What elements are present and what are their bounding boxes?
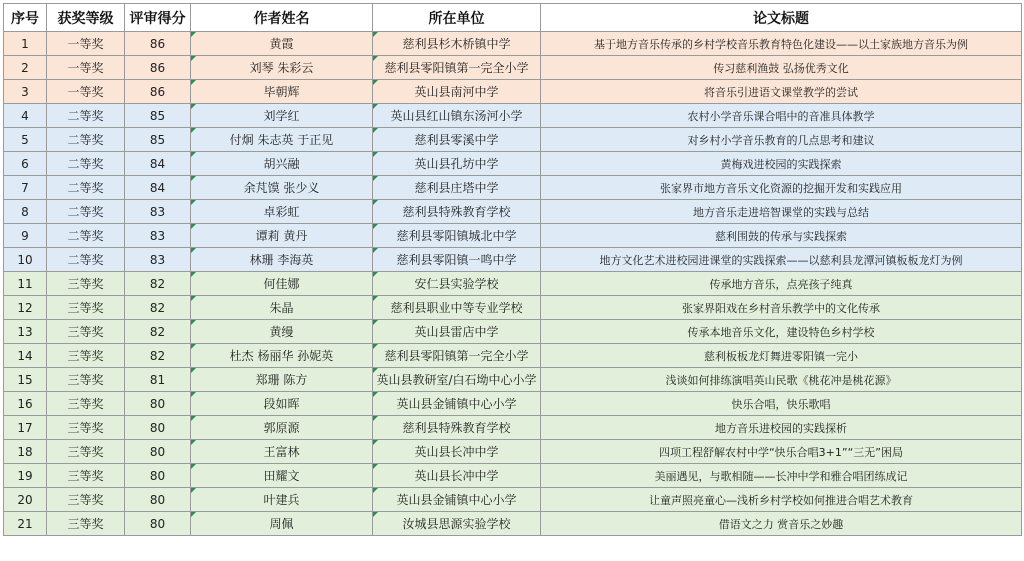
table-row	[4, 344, 1022, 368]
table-row	[4, 488, 1022, 512]
cell-institution: 慈利县零溪中学	[373, 128, 541, 152]
cell-index: 1	[4, 32, 47, 56]
cell-score: 83	[125, 248, 191, 272]
cell-institution: 英山县孔坊中学	[373, 152, 541, 176]
cell-institution: 慈利县零阳镇一鸣中学	[373, 248, 541, 272]
cell-paper-title: 张家界市地方音乐文化资源的挖掘开发和实践应用	[541, 176, 1022, 200]
cell-paper-title: 慈利板板龙灯舞进零阳镇一完小	[541, 344, 1022, 368]
cell-score: 85	[125, 128, 191, 152]
cell-score: 80	[125, 440, 191, 464]
cell-award-level: 二等奖	[47, 176, 125, 200]
header-author: 作者姓名	[191, 4, 373, 32]
cell-award-level: 二等奖	[47, 224, 125, 248]
cell-institution: 慈利县特殊教育学校	[373, 416, 541, 440]
cell-award-level: 三等奖	[47, 368, 125, 392]
cell-award-level: 三等奖	[47, 392, 125, 416]
cell-award-level: 三等奖	[47, 488, 125, 512]
cell-institution: 英山县长冲中学	[373, 440, 541, 464]
header-score: 评审得分	[125, 4, 191, 32]
cell-author: 刘学红	[191, 104, 373, 128]
cell-author: 郭原源	[191, 416, 373, 440]
cell-index: 18	[4, 440, 47, 464]
cell-paper-title: 传承地方音乐，点亮孩子纯真	[541, 272, 1022, 296]
cell-award-level: 三等奖	[47, 296, 125, 320]
cell-award-level: 一等奖	[47, 56, 125, 80]
table-row	[4, 224, 1022, 248]
cell-author: 黄霞	[191, 32, 373, 56]
cell-index: 7	[4, 176, 47, 200]
cell-author: 余芃馍 张少义	[191, 176, 373, 200]
cell-score: 80	[125, 416, 191, 440]
cell-score: 86	[125, 80, 191, 104]
cell-index: 10	[4, 248, 47, 272]
cell-institution: 慈利县零阳镇第一完全小学	[373, 344, 541, 368]
cell-index: 8	[4, 200, 47, 224]
cell-institution: 英山县红山镇东汤河小学	[373, 104, 541, 128]
cell-score: 84	[125, 176, 191, 200]
header-institution: 所在单位	[373, 4, 541, 32]
cell-paper-title: 黄梅戏进校园的实践探索	[541, 152, 1022, 176]
cell-index: 9	[4, 224, 47, 248]
cell-score: 80	[125, 392, 191, 416]
table-row	[4, 272, 1022, 296]
cell-author: 刘琴 朱彩云	[191, 56, 373, 80]
cell-paper-title: 传习慈利渔鼓 弘扬优秀文化	[541, 56, 1022, 80]
cell-paper-title: 地方文化艺术进校园进课堂的实践探索——以慈利县龙潭河镇板板龙灯为例	[541, 248, 1022, 272]
cell-paper-title: 美丽遇见，与歌相随——长冲中学和雅合唱团练成记	[541, 464, 1022, 488]
table-row	[4, 32, 1022, 56]
cell-index: 5	[4, 128, 47, 152]
cell-paper-title: 地方音乐走进培智课堂的实践与总结	[541, 200, 1022, 224]
header-award-level: 获奖等级	[47, 4, 125, 32]
cell-index: 13	[4, 320, 47, 344]
cell-award-level: 二等奖	[47, 152, 125, 176]
cell-author: 何佳娜	[191, 272, 373, 296]
cell-author: 谭莉 黄丹	[191, 224, 373, 248]
table-row	[4, 248, 1022, 272]
cell-author: 周佩	[191, 512, 373, 536]
table-header-row	[4, 4, 1022, 32]
cell-award-level: 二等奖	[47, 248, 125, 272]
cell-institution: 慈利县零阳镇第一完全小学	[373, 56, 541, 80]
cell-score: 82	[125, 296, 191, 320]
cell-index: 4	[4, 104, 47, 128]
cell-institution: 英山县教研室/白石坳中心小学	[373, 368, 541, 392]
cell-award-level: 三等奖	[47, 344, 125, 368]
cell-paper-title: 地方音乐进校园的实践探析	[541, 416, 1022, 440]
cell-award-level: 一等奖	[47, 32, 125, 56]
cell-score: 83	[125, 200, 191, 224]
cell-index: 17	[4, 416, 47, 440]
cell-paper-title: 农村小学音乐课合唱中的音准具体教学	[541, 104, 1022, 128]
cell-index: 21	[4, 512, 47, 536]
cell-paper-title: 将音乐引进语文课堂教学的尝试	[541, 80, 1022, 104]
table-row	[4, 392, 1022, 416]
cell-index: 20	[4, 488, 47, 512]
cell-index: 2	[4, 56, 47, 80]
cell-score: 85	[125, 104, 191, 128]
cell-award-level: 二等奖	[47, 104, 125, 128]
cell-score: 80	[125, 512, 191, 536]
cell-author: 田耀文	[191, 464, 373, 488]
cell-index: 19	[4, 464, 47, 488]
table-row	[4, 464, 1022, 488]
cell-paper-title: 让童声照亮童心—浅析乡村学校如何推进合唱艺术教育	[541, 488, 1022, 512]
table-row	[4, 200, 1022, 224]
cell-author: 付炯 朱志英 于正见	[191, 128, 373, 152]
cell-author: 叶建兵	[191, 488, 373, 512]
cell-index: 11	[4, 272, 47, 296]
cell-score: 82	[125, 272, 191, 296]
cell-award-level: 三等奖	[47, 464, 125, 488]
cell-award-level: 三等奖	[47, 416, 125, 440]
cell-paper-title: 快乐合唱，快乐歌唱	[541, 392, 1022, 416]
cell-award-level: 一等奖	[47, 80, 125, 104]
table-row	[4, 128, 1022, 152]
cell-institution: 慈利县特殊教育学校	[373, 200, 541, 224]
cell-score: 82	[125, 344, 191, 368]
cell-index: 12	[4, 296, 47, 320]
cell-award-level: 三等奖	[47, 512, 125, 536]
cell-institution: 汝城县思源实验学校	[373, 512, 541, 536]
header-paper-title: 论文标题	[541, 4, 1022, 32]
cell-score: 82	[125, 320, 191, 344]
cell-score: 86	[125, 56, 191, 80]
cell-award-level: 三等奖	[47, 272, 125, 296]
cell-paper-title: 借语文之力 赏音乐之妙趣	[541, 512, 1022, 536]
table-row	[4, 152, 1022, 176]
cell-score: 84	[125, 152, 191, 176]
cell-score: 80	[125, 488, 191, 512]
cell-score: 80	[125, 464, 191, 488]
table-row	[4, 176, 1022, 200]
cell-author: 黄缦	[191, 320, 373, 344]
cell-index: 3	[4, 80, 47, 104]
cell-award-level: 二等奖	[47, 200, 125, 224]
cell-institution: 安仁县实验学校	[373, 272, 541, 296]
cell-index: 14	[4, 344, 47, 368]
cell-institution: 英山县金铺镇中心小学	[373, 488, 541, 512]
cell-institution: 慈利县零阳镇城北中学	[373, 224, 541, 248]
cell-institution: 慈利县杉木桥镇中学	[373, 32, 541, 56]
table-row	[4, 320, 1022, 344]
table-row	[4, 512, 1022, 536]
cell-author: 毕朝辉	[191, 80, 373, 104]
cell-paper-title: 对乡村小学音乐教育的几点思考和建议	[541, 128, 1022, 152]
cell-institution: 英山县金铺镇中心小学	[373, 392, 541, 416]
cell-institution: 英山县长冲中学	[373, 464, 541, 488]
cell-author: 王富林	[191, 440, 373, 464]
cell-index: 15	[4, 368, 47, 392]
table-row	[4, 416, 1022, 440]
table-row	[4, 368, 1022, 392]
cell-institution: 慈利县庄塔中学	[373, 176, 541, 200]
cell-paper-title: 张家界阳戏在乡村音乐教学中的文化传承	[541, 296, 1022, 320]
cell-author: 朱晶	[191, 296, 373, 320]
cell-score: 83	[125, 224, 191, 248]
cell-award-level: 二等奖	[47, 128, 125, 152]
cell-author: 郑珊 陈方	[191, 368, 373, 392]
awards-table	[3, 3, 1022, 536]
cell-author: 胡兴融	[191, 152, 373, 176]
table-row	[4, 56, 1022, 80]
cell-paper-title: 慈利围鼓的传承与实践探索	[541, 224, 1022, 248]
cell-institution: 慈利县职业中等专业学校	[373, 296, 541, 320]
cell-paper-title: 传承本地音乐文化，建设特色乡村学校	[541, 320, 1022, 344]
cell-paper-title: 浅谈如何排练演唱英山民歌《桃花冲是桃花源》	[541, 368, 1022, 392]
table-row	[4, 80, 1022, 104]
cell-institution: 英山县雷店中学	[373, 320, 541, 344]
table-row	[4, 104, 1022, 128]
table-row	[4, 440, 1022, 464]
header-index: 序号	[4, 4, 47, 32]
cell-institution: 英山县南河中学	[373, 80, 541, 104]
cell-index: 16	[4, 392, 47, 416]
table-body	[4, 32, 1022, 536]
cell-score: 86	[125, 32, 191, 56]
table-row	[4, 296, 1022, 320]
cell-author: 杜杰 杨丽华 孙妮英	[191, 344, 373, 368]
cell-author: 卓彩虹	[191, 200, 373, 224]
cell-award-level: 三等奖	[47, 320, 125, 344]
cell-author: 段如晖	[191, 392, 373, 416]
cell-author: 林珊 李海英	[191, 248, 373, 272]
cell-score: 81	[125, 368, 191, 392]
cell-index: 6	[4, 152, 47, 176]
cell-paper-title: 基于地方音乐传承的乡村学校音乐教育特色化建设——以土家族地方音乐为例	[541, 32, 1022, 56]
cell-paper-title: 四项工程舒解农村中学“快乐合唱3+1”“三无”困局	[541, 440, 1022, 464]
cell-award-level: 三等奖	[47, 440, 125, 464]
